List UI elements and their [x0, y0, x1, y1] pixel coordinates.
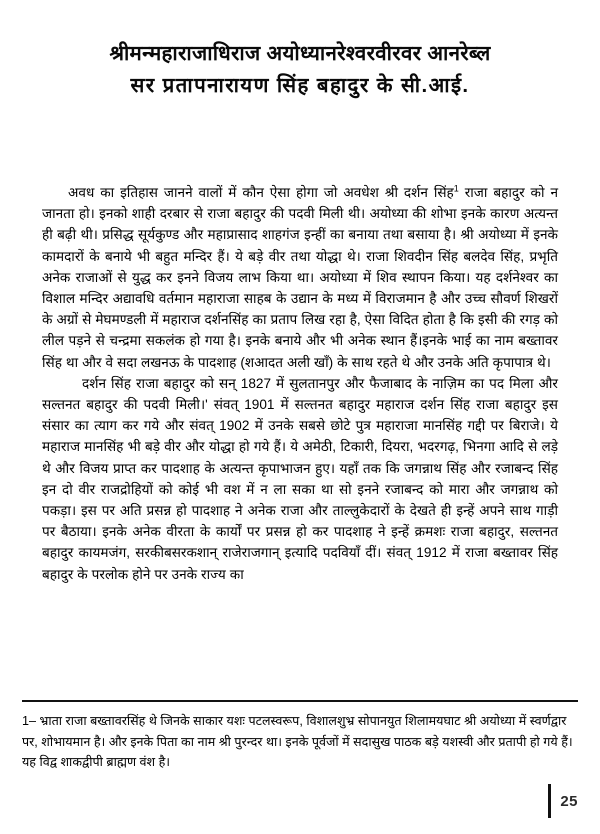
page-number-divider [548, 784, 551, 818]
title-line-1: श्रीमन्महाराजाधिराज अयोध्यानरेश्वरवीरवर आनरेब्ल [109, 42, 491, 65]
body-text [42, 182, 558, 585]
page-number-area [548, 784, 578, 818]
paragraph-1 [42, 182, 558, 373]
paragraph-1-text-before-footnote-marker: अवध का इतिहास जानने वालों में कौन ऐसा होगा जो अवधेश श्री दर्शन सिंह [68, 185, 454, 200]
page-number: 25 [560, 792, 578, 810]
footnote-text: 1– भ्राता राजा बख्तावरसिंह थे जिनके साकार यशः पटलस्वरूप, विशालशुभ्र सोपानयुत शिलामयघाट श्री अयोध्या में स्वर्णद्वार पर, शोभायमान है। और इनके पिता का नाम श्री पुरन्दर था। इनके पूर्वजों में सदासुख पाठक बड़े यशस्वी और प्रतापी हो गये हैं। यह विद्व शाकद्वीपी ब्राह्मण वंश है। [22, 714, 573, 769]
paragraph-2: दर्शन सिंह राजा बहादुर को सन् 1827 में सुलतानपुर और फैजाबाद के नाज़िम का पद मिला और सल्तनत बहादुर की पदवी मिली।' संवत् 1901 में सल्तनत बहादुर महाराज दर्शन सिंह राजा बहादुर इस संसार का त्याग कर गये और संवत् 1902 में उनके सबसे छोटे पुत्र महाराजा मानसिंह गद्दी पर बिराजे। ये महाराज मानसिंह भी बड़े वीर और योद्धा हो गये हैं। ये अमेठी, टिकारी, दियरा, भदरगढ़, भिनगा आदि से लड़े थे और विजय प्राप्त कर पादशाह के अत्यन्त कृपाभाजन हुए। यहाँ तक कि जगन्नाथ सिंह और रजाबन्द सिंह इन दो वीर राजद्रोहियों को कोई भी वश में न ला सका था सो इनने रजाबन्द को मारा और जगन्नाथ को पकड़ा। इस पर अति प्रसन्न हो पादशाह ने अनेक राजा और ताल्लुकेदारों के देखते ही इन्हें अपने साथ गाड़ी पर बैठाया। इनके अनेक वीरता के कार्यों पर प्रसन्न हो कर पादशाह ने इन्हें क्रमशः राजा बहादुर, सल्तनत बहादुर कायमजंग, सरकीबसरकशान् राजेराजगान् इत्यादि पदवियाँ दीं। संवत् 1912 में राजा बख्तावर सिंह बहादुर के परलोक होने पर उनके राज्य का [42, 375, 558, 582]
paragraph-1-text-after-footnote-marker: राजा बहादुर को न जानता हो। इनको शाही दरबार से राजा बहादुर की पदवी मिली थी। अयोध्या की शोभा इनके कारण अत्यन्त ही बढ़ी थी। प्रसिद्ध सूर्यकुण्ड और महाप्रासाद शाहगंज इन्हीं का बनाया तथा बसाया है। श्री अयोध्या में इनके कामदारों के बनाये भी बहुत मन्दिर हैं। ये बड़े वीर तथा योद्धा थे। राजा शिवदीन सिंह बलदेव सिंह, प्रभृति अनेक राजाओं से युद्ध कर इनने विजय लाभ किया था। अयोध्या में शिव स्थापन किया। यह दर्शनेश्वर का विशाल मन्दिर अद्यावधि वर्तमान महाराजा साहब के उद्यान के मध्य में विराजमान है और उच्च सौवर्ण शिखरों के अग्रों से मेघमण्डली में महाराज दर्शनसिंह का प्रताप लिख रहा है, ऐसा विदित होता है कि इसी की रगड़ को लील पड़ने से चन्द्रमा सकलंक हो गया है। इनके बनाये और भी अनेक स्थान हैं।इनके भाई का नाम बख्तावर सिंह था और वे सदा लखनऊ के पादशाह (शआदत अली खाँ) के साथ रहते थे और उनके अति कृपापात्र थे। [42, 185, 558, 370]
footnote-section [22, 700, 578, 773]
page-title [20, 38, 580, 102]
title-line-2: सर प्रतापनारायण सिंह बहादुर के सी.आई. [130, 74, 470, 97]
footnote-divider [22, 700, 578, 702]
footnote-marker: 1 [453, 183, 459, 194]
